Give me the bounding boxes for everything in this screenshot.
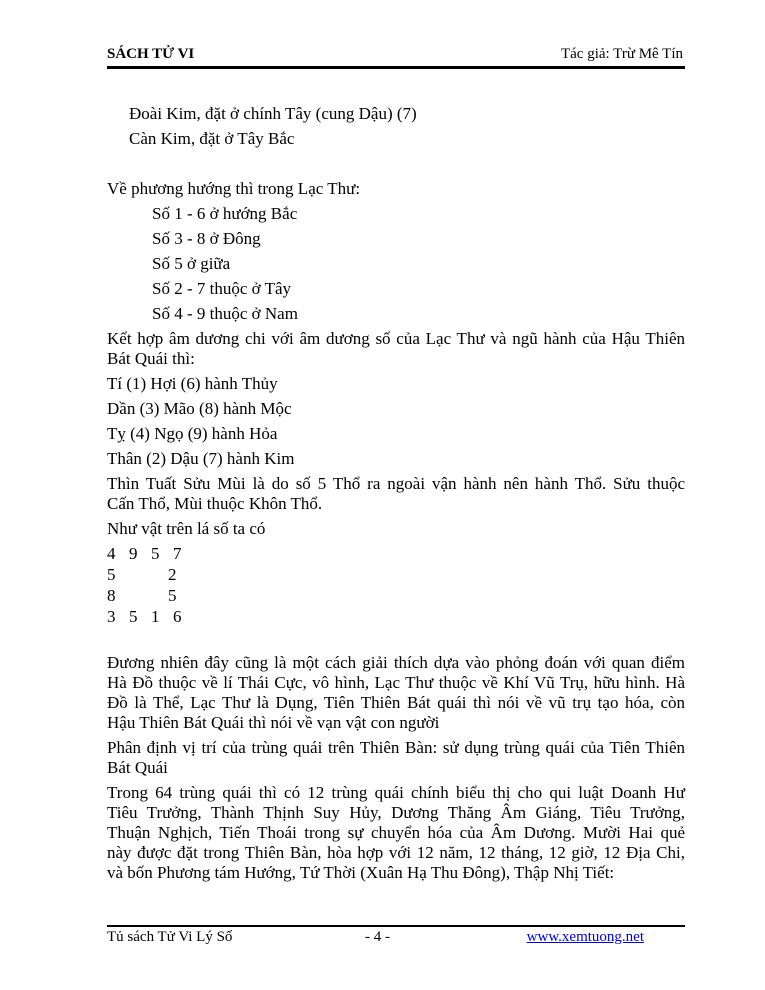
text-line: Số 3 - 8 ở Đông [152,229,261,248]
text-line: này được đặt trong Thiên Bàn, hòa hợp với 12 năm, 12 tháng, 12 giờ, 12 Địa Chi, [107,843,685,862]
text-line: Cấn Thổ, Mùi thuộc Khôn Thổ. [107,494,323,513]
grid-cell: 9 [129,544,138,563]
text-line: Số 5 ở giữa [152,254,231,273]
header-divider [107,66,685,69]
text-line: Số 4 - 9 thuộc ở Nam [152,304,298,323]
text-line: Tí (1) Hợi (6) hành Thủy [107,374,278,393]
grid-cell: 5 [129,607,138,626]
grid-cell: 8 [107,586,116,605]
series-name: Tủ sách Tử Vi Lý Số [107,929,233,945]
text-line: Tiêu Trưởng, Thành Thịnh Suy Hủy, Dương Thăng Âm Giáng, Tiêu Trưởng, [107,803,685,822]
text-line: Phân định vị trí của trùng quái trên Thiên Bàn: sử dụng trùng quái của Tiên Thiên [107,738,685,757]
text-line: Về phương hướng thì trong Lạc Thư: [107,179,361,198]
text-line: Thân (2) Dậu (7) hành Kim [107,449,295,468]
grid-cell: 1 [151,607,160,626]
grid-cell: 7 [173,544,182,563]
page-number: - 4 - [365,929,390,945]
grid-cell: 5 [151,544,160,563]
text-line: Dần (3) Mão (8) hành Mộc [107,399,292,418]
text-line: Tỵ (4) Ngọ (9) hành Hỏa [107,424,278,443]
text-line: Càn Kim, đặt ở Tây Bắc [129,129,295,148]
text-line: Số 1 - 6 ở hướng Bắc [152,204,298,223]
text-line: Hà Đồ thuộc về lí Thái Cực, vô hình, Lạc Thư thuộc về Khí Vũ Trụ, hữu hình. Hà [107,673,685,692]
grid-cell: 4 [107,544,116,563]
grid-cell: 5 [107,565,116,584]
grid-cell: 2 [168,565,177,584]
footer-divider [107,925,685,927]
text-line: Bát Quái thì: [107,349,195,368]
text-line: Thuận Nghịch, Tiến Thoái trong sự chuyển hóa của Âm Dương. Mười Hai quẻ [107,823,685,842]
grid-cell: 3 [107,607,116,626]
text-line: Thìn Tuất Sửu Mùi là do số 5 Thổ ra ngoài vận hành nên hành Thổ. Sửu thuộc [107,474,685,493]
text-line: Đồ là Thể, Lạc Thư là Dụng, Tiên Thiên Bát quái thì nói về vũ trụ tạo hóa, còn [107,693,685,712]
text-line: Kết hợp âm dương chi với âm dương số của Lạc Thư và ngũ hành của Hậu Thiên [107,329,685,348]
text-line: Số 2 - 7 thuộc ở Tây [152,279,291,298]
text-line: Trong 64 trùng quái thì có 12 trùng quái chính biểu thị cho qui luật Doanh Hư [107,783,685,802]
text-line: Đoài Kim, đặt ở chính Tây (cung Dậu) (7) [129,104,417,123]
text-line: Hậu Thiên Bát Quái thì nói về vạn vật con người [107,713,440,732]
text-line: Như vật trên lá số ta có [107,519,266,538]
grid-cell: 5 [168,586,177,605]
text-line: Bát Quái [107,758,168,777]
grid-cell: 6 [173,607,182,626]
website-link[interactable]: www.xemtuong.net [526,929,644,945]
book-title: SÁCH TỬ VI [107,46,195,62]
text-line: và bốn Phương tám Hướng, Tứ Thời (Xuân Hạ Thu Đông), Thập Nhị Tiết: [107,863,615,882]
text-line: Đương nhiên đây cũng là một cách giải thích dựa vào phỏng đoán với quan điểm [107,653,685,672]
author-label: Tác giả: Trừ Mê Tín [560,46,683,62]
